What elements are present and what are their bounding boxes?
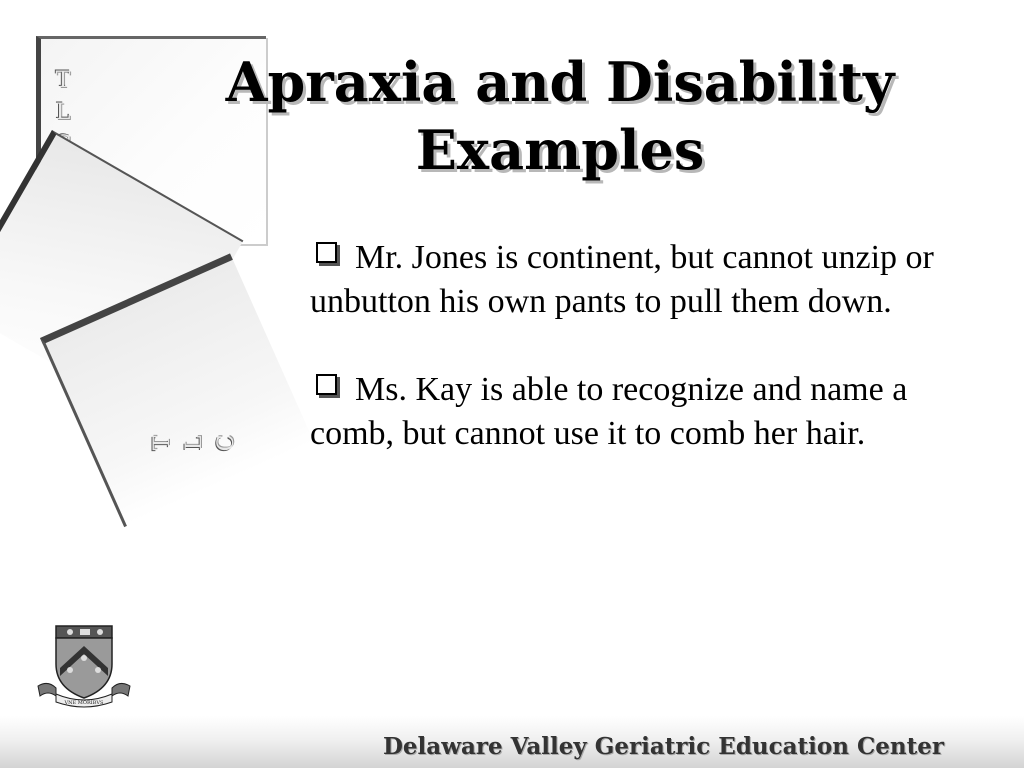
university-seal-icon xyxy=(34,618,134,714)
square-bullet-icon xyxy=(316,242,337,263)
bullet-text: Mr. Jones is continent, but cannot unzip or unbutton his own pants to pull them down. xyxy=(310,239,934,320)
bullet-item xyxy=(310,368,990,456)
decor-letter: T xyxy=(150,435,176,451)
bullet-text: Ms. Kay is able to recognize and name a comb, but cannot use it to comb her hair. xyxy=(310,371,908,452)
bullet-item xyxy=(310,236,990,324)
decor-letter: L xyxy=(55,100,71,125)
bullet-list xyxy=(310,236,990,500)
decor-letter: T xyxy=(55,68,71,93)
svg-text:VNE MORIBVS: VNE MORIBVS xyxy=(64,700,104,706)
decor-letter: L xyxy=(182,435,208,451)
title-line-1: Apraxia and Disability xyxy=(225,50,895,114)
decor-letter: C xyxy=(214,434,240,452)
title-line-2: Examples xyxy=(415,118,705,182)
decor-letters-bottom xyxy=(147,433,243,453)
slide-title xyxy=(150,48,970,184)
footer-title: Delaware Valley Geriatric Education Center xyxy=(382,733,944,760)
square-bullet-icon xyxy=(316,374,337,395)
